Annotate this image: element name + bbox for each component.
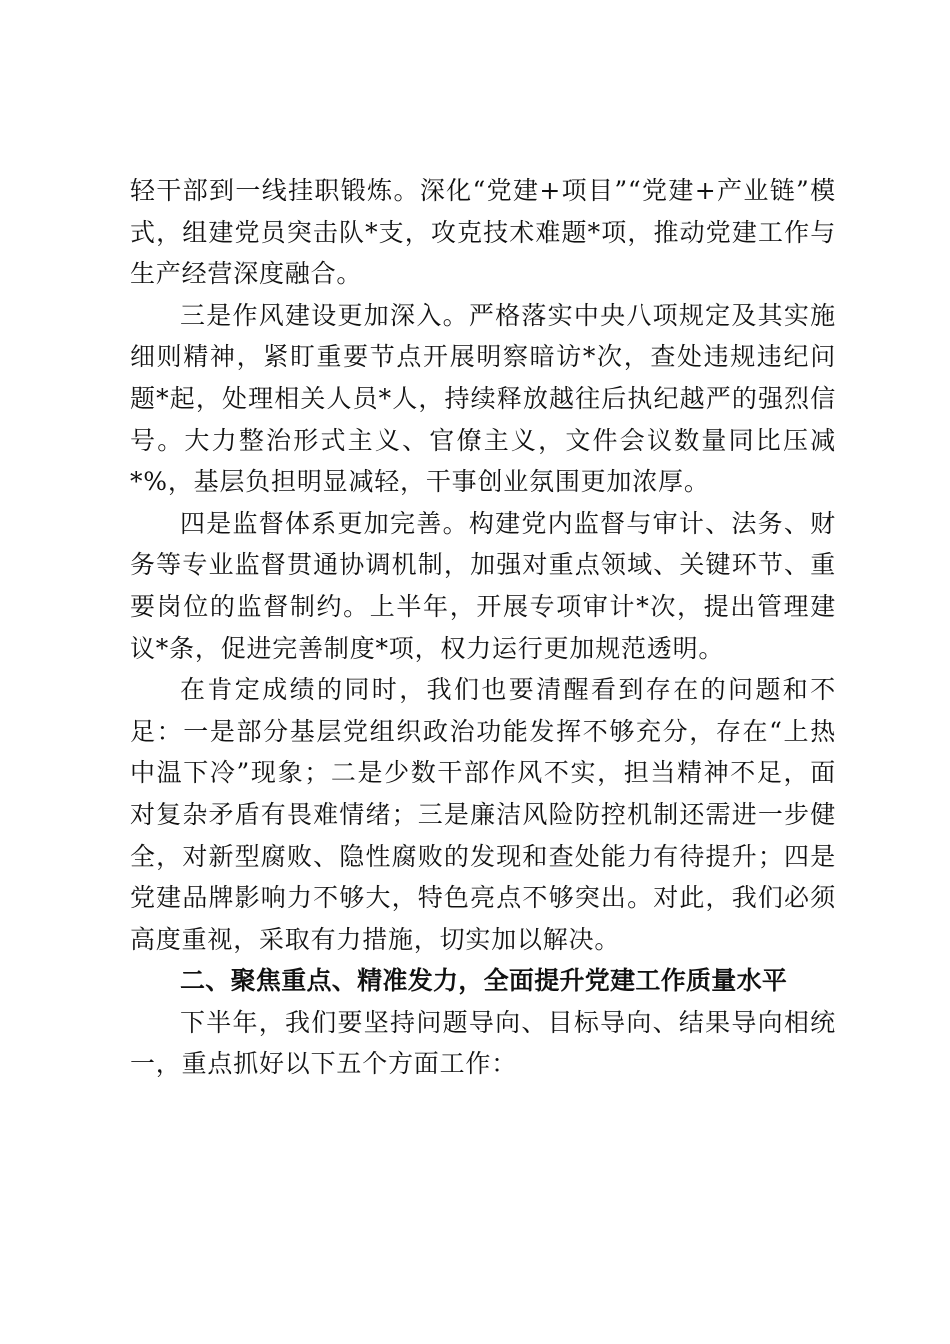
paragraph-style-building: 三是作风建设更加深入。严格落实中央八项规定及其实施细则精神，紧盯重要节点开展明察暗访*次，查处违规违纪问题*起，处理相关人员*人，持续释放越往后执纪越严的强烈信号。大力整治形式主义、官僚主义，文件会议数量同比压减*%，基层负担明显减轻，干事创业氛围更加浓厚。 xyxy=(130,300,836,497)
section-heading: 二、聚焦重点、精准发力，全面提升党建工作质量水平 xyxy=(180,966,788,996)
paragraph-second-half-plan: 下半年，我们要坚持问题导向、目标导向、结果导向相统一，重点抓好以下五个方面工作： xyxy=(130,1007,836,1079)
paragraph-supervision-system: 四是监督体系更加完善。构建党内监督与审计、法务、财务等专业监督贯通协调机制，加强对重点领域、关键环节、重要岗位的监督制约。上半年，开展专项审计*次，提出管理建议*条，促进完善制度*项，权力运行更加规范透明。 xyxy=(130,508,836,663)
paragraph-problems: 在肯定成绩的同时，我们也要清醒看到存在的问题和不足：一是部分基层党组织政治功能发挥不够充分，存在“上热中温下冷”现象；二是少数干部作风不实，担当精神不足，面对复杂矛盾有畏难情绪；三是廉洁风险防控机制还需进一步健全，对新型腐败、隐性腐败的发现和查处能力有待提升；四是党建品牌影响力不够大，特色亮点不够突出。对此，我们必须高度重视，采取有力措施，切实加以解决。 xyxy=(130,675,836,954)
document-body xyxy=(130,170,836,1085)
paragraph-continuation: 轻干部到一线挂职锻炼。深化“党建+项目”“党建+产业链”模式，组建党员突击队*支，攻克技术难题*项，推动党建工作与生产经营深度融合。 xyxy=(130,176,836,289)
